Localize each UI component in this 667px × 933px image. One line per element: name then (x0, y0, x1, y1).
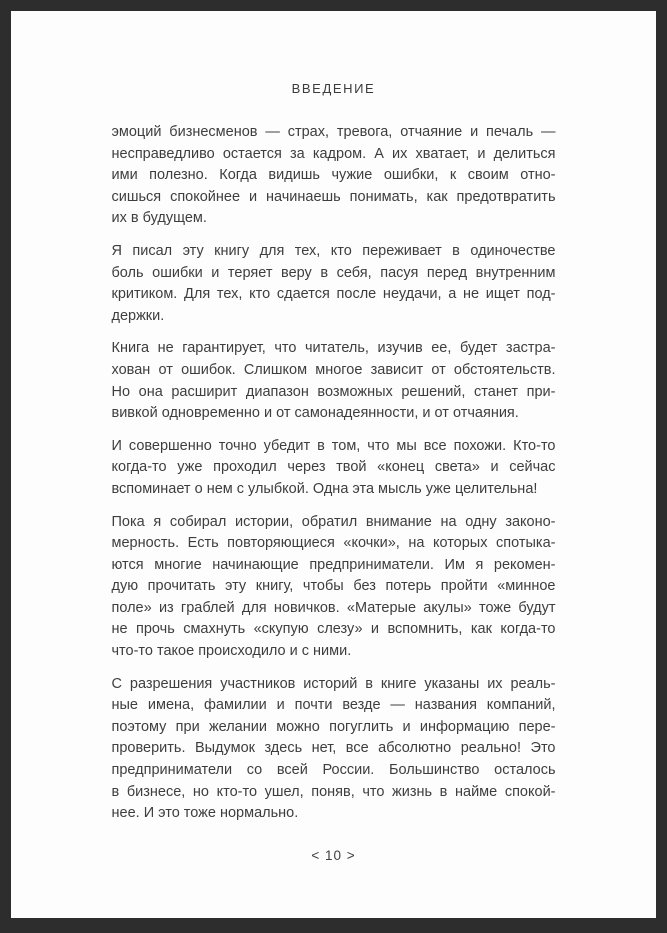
text-line: предприниматели со всей России. Большинство осталось (111, 762, 556, 779)
text-line: критиком. Для тех, кто сдается после неудачи, а не ищет под- (111, 286, 556, 303)
text-line: их в будущем. (111, 210, 207, 227)
text-line: хован от ошибок. Слишком многое зависит от обстоятельств. (111, 361, 556, 378)
paragraph (112, 436, 556, 501)
text-line: Я писал эту книгу для тех, кто переживает в одиночестве (111, 242, 556, 259)
paragraph (112, 512, 556, 663)
text-line: Но она расширит диапазон возможных решений, станет при- (111, 383, 556, 400)
text-line: Пока я собирал истории, обратил внимание на одну законо- (111, 513, 556, 530)
text-line: несправедливо остается за кадром. А их хватает, и делиться (111, 145, 556, 162)
text-line: вивкой одновременно и от самонадеянности, и от отчаяния. (111, 405, 519, 422)
text-line: вспоминает о нем с улыбкой. Одна эта мысль уже целительна! (111, 480, 538, 497)
text-line: дую прочитать эту книгу, чтобы без потерь пройти «минное (111, 578, 556, 595)
text-line: эмоций бизнесменов — страх, тревога, отчаяние и печаль — (111, 124, 556, 140)
paragraph (112, 674, 556, 825)
body-text (112, 122, 556, 825)
text-line: С разрешения участников историй в книге указаны их реаль- (111, 675, 556, 692)
paragraph (112, 241, 556, 327)
text-line: ные имена, фамилии и почти везде — названия компаний, (111, 697, 556, 714)
text-line: что-то такое происходило и с ними. (111, 643, 352, 660)
text-line: нее. И это тоже нормально. (111, 805, 299, 822)
book-page (11, 11, 656, 918)
text-line: ются многие начинающие предприниматели. Им я рекомен- (111, 556, 556, 573)
text-line: поле» из граблей для новичков. «Матерые акулы» тоже будут (111, 599, 556, 616)
text-line: ими полезно. Когда видишь чужие ошибки, к своим отно- (111, 167, 556, 184)
text-line: сишься спокойнее и начинаешь понимать, как предотвратить (111, 188, 556, 205)
text-line: И совершенно точно убедит в том, что мы все похожи. Кто-то (111, 437, 556, 454)
text-line: поэтому при желании можно погуглить и информацию пере- (111, 718, 556, 735)
paragraph (112, 122, 556, 230)
page-number: < 10 > (311, 848, 356, 863)
text-line: боль ошибки и теряет веру в себя, пасуя перед внутренним (111, 264, 556, 281)
text-line: мерность. Есть повторяющиеся «кочки», на которых спотыка- (111, 535, 556, 552)
text-line: проверить. Выдумок здесь нет, все абсолютно реально! Это (111, 740, 556, 757)
text-line: держки. (111, 307, 165, 324)
text-line: когда-то уже проходил через твой «конец света» и сейчас (111, 459, 556, 476)
chapter-header: ВВЕДЕНИЕ (291, 81, 376, 96)
text-line: не прочь смахнуть «скупую слезу» и вспомнить, как когда-то (111, 621, 556, 638)
paragraph (112, 338, 556, 424)
text-line: Книга не гарантирует, что читатель, изучив ее, будет застра- (111, 340, 556, 357)
text-line: в бизнесе, но кто-то ушел, поняв, что жизнь в найме спокой- (111, 783, 556, 800)
